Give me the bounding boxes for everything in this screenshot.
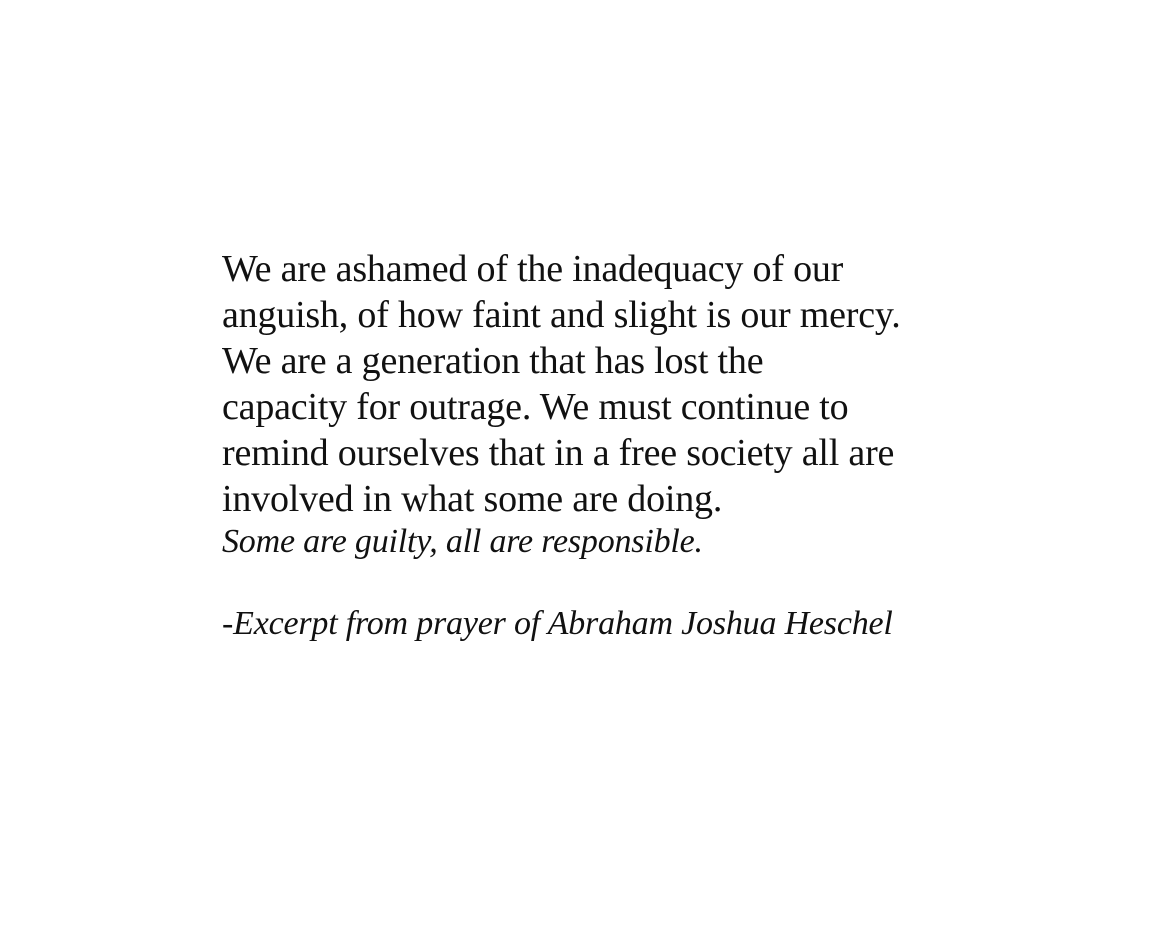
quote-line-1: We are ashamed of the inadequacy of our xyxy=(222,248,844,290)
quote-emphasis-line: Some are guilty, all are responsible. xyxy=(222,523,703,560)
paragraph-spacer xyxy=(222,562,1122,604)
quote-line-3: We are a generation that has lost the xyxy=(222,340,764,382)
quote-line-5: remind ourselves that in a free society all are xyxy=(222,432,895,474)
quote-line-6: involved in what some are doing. xyxy=(222,478,723,520)
quote-line-4: capacity for outrage. We must continue to xyxy=(222,386,849,428)
quote-line-2: anguish, of how faint and slight is our mercy. xyxy=(222,294,901,336)
attribution: -Excerpt from prayer of Abraham Joshua Heschel xyxy=(222,605,893,642)
quote-block xyxy=(222,246,1122,644)
